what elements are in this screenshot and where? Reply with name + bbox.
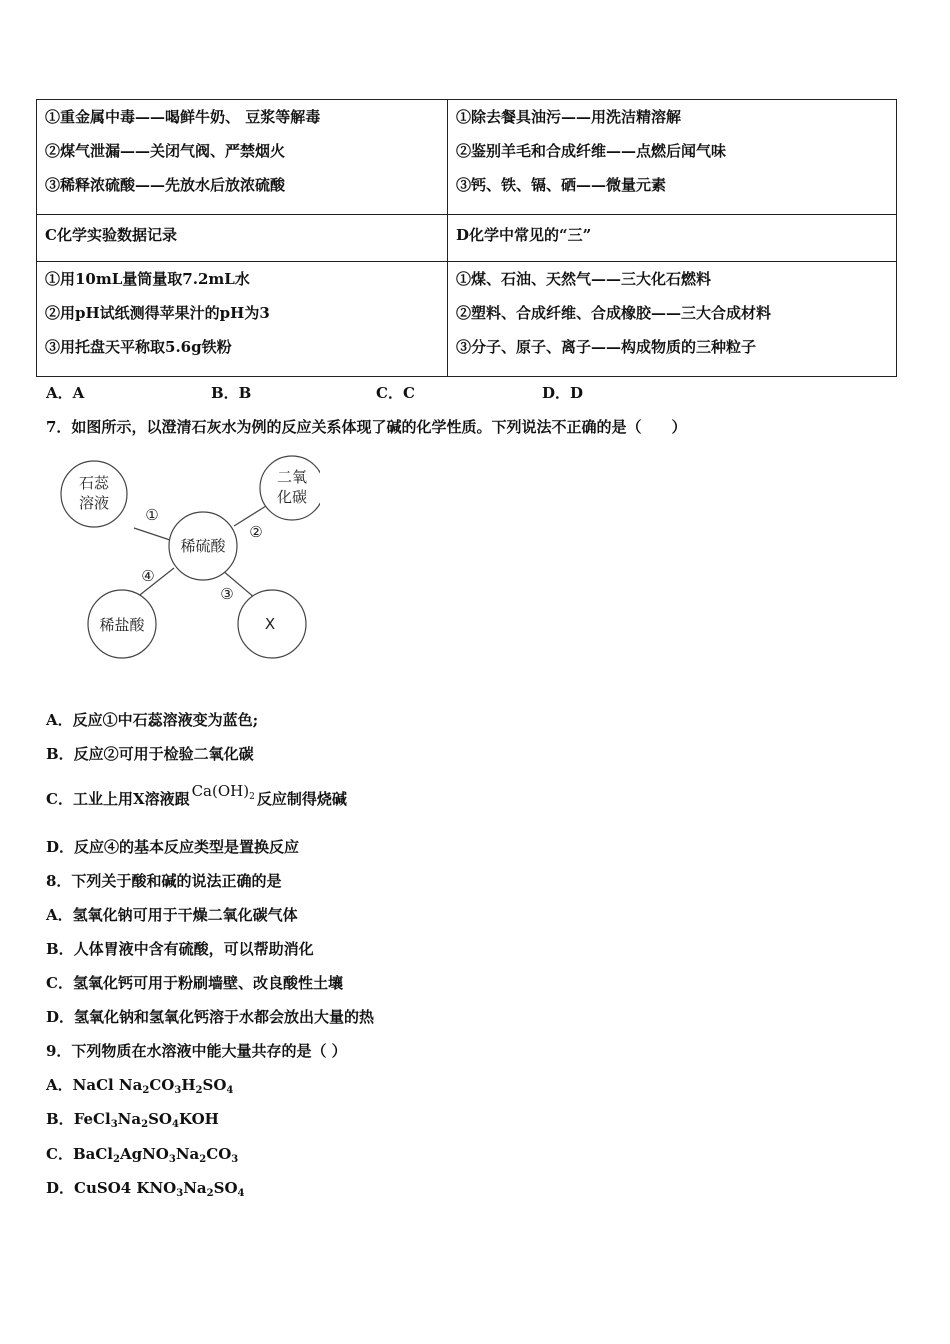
cell-c [37,262,448,377]
cell-a-line: ①重金属中毒——喝鲜牛奶、 豆浆等解毒 [45,108,321,126]
cell-c-header [37,215,448,262]
q9-option-c[interactable]: C．$BaCl_2AgNO_3Na_2CO_3$ [46,1145,239,1165]
cell-d-line: ③分子、原子、离子——构成物质的三种粒子 [456,338,757,356]
cell-c-line: ③用托盘天平称取5.6g铁粉 [45,338,232,356]
q7-stem: 7．如图所示，以澄清石灰水为例的反应关系体现了碱的化学性质。下列说法不正确的是（ ） [46,418,687,436]
cell-c-line: ①用10mL量筒量取7.2mL水 [45,270,250,288]
q8-option-d[interactable]: D．氢氧化钠和氢氧化钙溶于水都会放出大量的热 [46,1008,375,1026]
cell-d-title: D化学中常见的“三” [456,226,592,244]
cell-b-line: ①除去餐具油污——用洗洁精溶解 [456,108,682,126]
q9-option-d[interactable]: D．CuSO4 $KNO_3Na_2SO_4$ [46,1179,245,1199]
q8-option-b[interactable]: B．人体胃液中含有硫酸，可以帮助消化 [46,940,314,958]
q8-stem: 8．下列关于酸和碱的说法正确的是 [46,872,282,890]
q7-option-d[interactable]: D．反应④的基本反应类型是置换反应 [46,838,300,856]
q8-option-c[interactable]: C．氢氧化钙可用于粉刷墙壁、改良酸性土壤 [46,974,343,992]
co2-label-1: 二氧 [276,468,308,486]
cell-b [448,100,897,215]
cell-a-line: ②煤气泄漏——关闭气阀、严禁烟火 [45,142,286,160]
q6-option-b[interactable]: B．B [211,384,252,402]
cell-d-line: ①煤、石油、天然气——三大化石燃料 [456,270,712,288]
q7-option-c-post: 反应制得烧碱 [256,790,347,808]
litmus-label-1: 石蕊 [78,474,110,492]
q6-option-c[interactable]: C．C [376,384,415,402]
cell-b-line: ②鉴别羊毛和合成纤维——点燃后闻气味 [456,142,727,160]
cell-c-title: C化学实验数据记录 [45,226,177,244]
label-4: ④ [141,567,155,585]
q6-table [36,99,897,377]
q7-option-c[interactable] [46,782,347,810]
label-2: ② [249,523,263,541]
co2-label-2: 化碳 [276,488,308,506]
cell-d-line: ②塑料、合成纤维、合成橡胶——三大合成材料 [456,304,772,322]
label-3: ③ [220,585,234,603]
litmus-label-2: 溶液 [78,494,110,512]
label-1: ① [145,506,159,524]
hcl-label: 稀盐酸 [99,616,145,634]
cell-d-header [448,215,897,262]
q9-option-a[interactable]: A．NaCl $Na_2CO_3H_2SO_4$ [46,1076,234,1096]
link-1 [134,528,170,540]
q7-option-c-pre: C．工业上用X溶液跟 [46,790,190,808]
q7-option-b[interactable]: B．反应②可用于检验二氧化碳 [46,745,254,763]
q9-stem: 9．下列物质在水溶液中能大量共存的是（ ） [46,1042,347,1060]
x-label: X [264,615,276,633]
q6-option-d[interactable]: D．D [542,384,584,402]
q9-option-b[interactable]: B．$FeCl_3Na_2SO_4KOH$ [46,1110,219,1130]
q7-option-a[interactable]: A．反应①中石蕊溶液变为蓝色; [46,711,259,729]
cell-b-line: ③钙、铁、镉、硒——微量元素 [456,176,667,194]
q6-option-a[interactable]: A．A [46,384,85,402]
reaction-diagram [60,450,320,665]
center-label: 稀硫酸 [180,537,226,555]
cell-c-line: ②用pH试纸测得苹果汁的pH为3 [45,304,270,322]
q8-option-a[interactable]: A．氢氧化钠可用于干燥二氧化碳气体 [46,906,298,924]
caoh2-formula: $Ca(OH)_2$ [191,782,255,802]
cell-d [448,262,897,377]
cell-a [37,100,448,215]
cell-a-line: ③稀释浓硫酸——先放水后放浓硫酸 [45,176,286,194]
